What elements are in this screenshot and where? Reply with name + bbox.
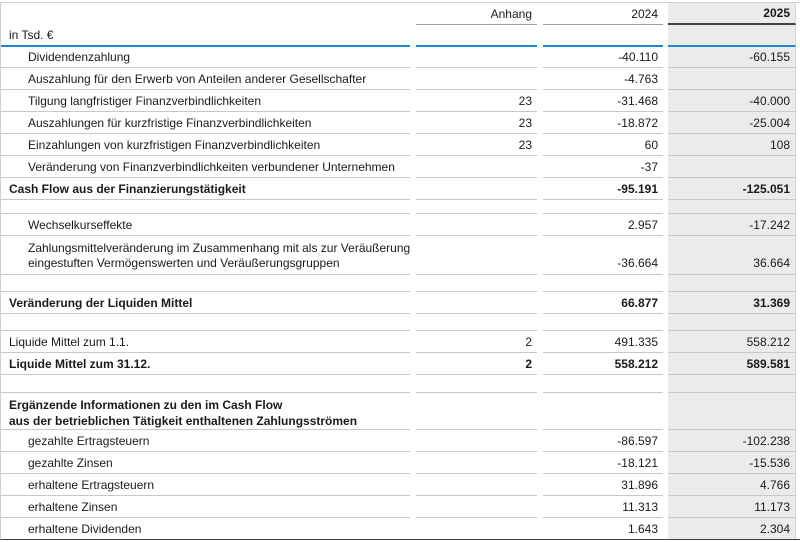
right-margin [796, 352, 800, 374]
value-2024-cell: 66.877 [543, 291, 663, 313]
table-row [1, 392, 800, 429]
row-label [1, 374, 410, 392]
table-row [1, 291, 800, 313]
value-2025-cell: -25.004 [668, 111, 796, 133]
column-header-anhang: Anhang [416, 3, 537, 25]
row-label [1, 392, 410, 429]
anhang-cell [416, 374, 537, 392]
anhang-cell: 23 [416, 133, 537, 155]
row-label [1, 313, 410, 330]
value-2025-cell: 11.173 [668, 495, 796, 517]
value-2024-cell: 31.896 [543, 473, 663, 495]
table-row [1, 352, 800, 374]
right-margin [796, 517, 800, 539]
table-row [1, 451, 800, 473]
row-label: Liquide Mittel zum 31.12. [1, 352, 410, 374]
row-label: Wechselkurseffekte [1, 213, 410, 235]
row-label: Dividendenzahlung [1, 45, 410, 67]
right-margin [796, 89, 800, 111]
anhang-cell: 2 [416, 352, 537, 374]
row-label: erhaltene Dividenden [1, 517, 410, 539]
right-margin [796, 177, 800, 199]
anhang-cell [416, 291, 537, 313]
anhang-cell [416, 517, 537, 539]
row-label-line: Zahlungsmittelveränderung im Zusammenhang mit als zur Veräußerung [28, 241, 411, 255]
right-margin [796, 274, 800, 291]
row-label-line: eingestuften Vermögenswerten und Veräußerungsgruppen [28, 256, 340, 270]
right-margin [796, 451, 800, 473]
value-2024-cell: -31.468 [543, 89, 663, 111]
value-2024-cell [543, 392, 663, 429]
value-2024-cell: -18.872 [543, 111, 663, 133]
value-2025-cell: 558.212 [668, 330, 796, 352]
header-label-spacer [1, 3, 410, 25]
table-row [1, 213, 800, 235]
row-label [1, 274, 410, 291]
spacer-row [1, 199, 800, 213]
column-header-2025: 2025 [668, 3, 796, 25]
value-2024-cell: 558.212 [543, 352, 663, 374]
right-margin [796, 374, 800, 392]
right-margin [796, 111, 800, 133]
anhang-cell: 23 [416, 89, 537, 111]
value-2024-cell: 11.313 [543, 495, 663, 517]
row-label: Auszahlungen für kurzfristige Finanzverbindlichkeiten [1, 111, 410, 133]
table-row [1, 133, 800, 155]
table-row [1, 155, 800, 177]
value-2024-cell [543, 374, 663, 392]
right-margin [796, 330, 800, 352]
right-margin [796, 213, 800, 235]
row-label: Liquide Mittel zum 1.1. [1, 330, 410, 352]
value-2025-cell [668, 274, 796, 291]
table-row [1, 517, 800, 539]
right-margin [796, 473, 800, 495]
right-margin [796, 291, 800, 313]
anhang-cell [416, 495, 537, 517]
value-2024-cell: 1.643 [543, 517, 663, 539]
right-margin [796, 235, 800, 274]
spacer-row [1, 313, 800, 330]
value-2025-cell [668, 67, 796, 89]
anhang-cell [416, 392, 537, 429]
anhang-cell [416, 67, 537, 89]
value-2024-cell: -36.664 [543, 235, 663, 274]
anhang-cell [416, 199, 537, 213]
value-2024-cell: -86.597 [543, 429, 663, 451]
value-2024-cell: 60 [543, 133, 663, 155]
row-label: Veränderung der Liquiden Mittel [1, 291, 410, 313]
anhang-cell [416, 235, 537, 274]
row-label: Cash Flow aus der Finanzierungstätigkeit [1, 177, 410, 199]
value-2024-cell: -37 [543, 155, 663, 177]
table-row [1, 177, 800, 199]
value-2025-cell: -60.155 [668, 45, 796, 67]
right-margin [796, 67, 800, 89]
table-body [1, 45, 800, 539]
right-margin [796, 495, 800, 517]
value-2025-cell [668, 392, 796, 429]
right-margin [796, 392, 800, 429]
value-2025-cell: 4.766 [668, 473, 796, 495]
right-margin [796, 45, 800, 67]
anhang-cell [416, 451, 537, 473]
table-row [1, 67, 800, 89]
value-2024-cell: 2.957 [543, 213, 663, 235]
value-2025-cell [668, 199, 796, 213]
row-label: erhaltene Ertragsteuern [1, 473, 410, 495]
value-2025-cell: -15.536 [668, 451, 796, 473]
value-2024-cell [543, 313, 663, 330]
right-margin [796, 429, 800, 451]
table-row [1, 495, 800, 517]
row-label-line: aus der betrieblichen Tätigkeit enthaltenen Zahlungsströmen [9, 413, 358, 428]
table-row [1, 473, 800, 495]
row-label: Einzahlungen von kurzfristigen Finanzverbindlichkeiten [1, 133, 410, 155]
value-2025-cell: 589.581 [668, 352, 796, 374]
value-2025-cell: -17.242 [668, 213, 796, 235]
right-margin [796, 133, 800, 155]
value-2025-cell: 36.664 [668, 235, 796, 274]
value-2025-cell [668, 25, 796, 45]
row-label: gezahlte Ertragsteuern [1, 429, 410, 451]
value-2025-cell: 108 [668, 133, 796, 155]
value-2024-cell [543, 199, 663, 213]
row-label: gezahlte Zinsen [1, 451, 410, 473]
cashflow-statement-table [0, 2, 800, 540]
table-row [1, 45, 800, 67]
value-2025-cell [668, 374, 796, 392]
value-2025-cell: -102.238 [668, 429, 796, 451]
value-2024-cell [543, 274, 663, 291]
value-2024-cell: 491.335 [543, 330, 663, 352]
row-label: Veränderung von Finanzverbindlichkeiten verbundener Unternehmen [1, 155, 410, 177]
spacer-row [1, 374, 800, 392]
value-2025-cell: -40.000 [668, 89, 796, 111]
row-label: Auszahlung für den Erwerb von Anteilen anderer Gesellschafter [1, 67, 410, 89]
unit-row [1, 25, 800, 45]
anhang-cell [416, 274, 537, 291]
anhang-cell: 23 [416, 111, 537, 133]
unit-label: in Tsd. € [9, 28, 54, 42]
right-margin [796, 313, 800, 330]
table-row [1, 111, 800, 133]
row-label: erhaltene Zinsen [1, 495, 410, 517]
value-2024-cell [543, 25, 663, 45]
table-row [1, 235, 800, 274]
anhang-cell [416, 155, 537, 177]
column-header-2024: 2024 [543, 3, 663, 25]
table-row [1, 330, 800, 352]
anhang-cell: 2 [416, 330, 537, 352]
row-label [1, 235, 410, 274]
anhang-cell [416, 429, 537, 451]
anhang-cell [416, 313, 537, 330]
value-2024-cell: -4.763 [543, 67, 663, 89]
right-margin [796, 3, 800, 25]
table-header-row [1, 3, 800, 25]
anhang-cell [416, 473, 537, 495]
row-label-line: Ergänzende Informationen zu den im Cash Flow [9, 398, 283, 412]
anhang-cell [416, 45, 537, 67]
right-margin [796, 155, 800, 177]
anhang-cell [416, 177, 537, 199]
right-margin [796, 199, 800, 213]
value-2024-cell: -18.121 [543, 451, 663, 473]
table-row [1, 429, 800, 451]
anhang-cell [416, 213, 537, 235]
value-2025-cell: 2.304 [668, 517, 796, 539]
value-2025-cell: 31.369 [668, 291, 796, 313]
anhang-cell [416, 25, 537, 45]
value-2025-cell: -125.051 [668, 177, 796, 199]
table-row [1, 89, 800, 111]
row-label: Tilgung langfristiger Finanzverbindlichkeiten [1, 89, 410, 111]
value-2025-cell [668, 313, 796, 330]
spacer-row [1, 274, 800, 291]
right-margin [796, 25, 800, 45]
value-2025-cell [668, 155, 796, 177]
row-label [1, 199, 410, 213]
value-2024-cell: -95.191 [543, 177, 663, 199]
value-2024-cell: -40.110 [543, 45, 663, 67]
